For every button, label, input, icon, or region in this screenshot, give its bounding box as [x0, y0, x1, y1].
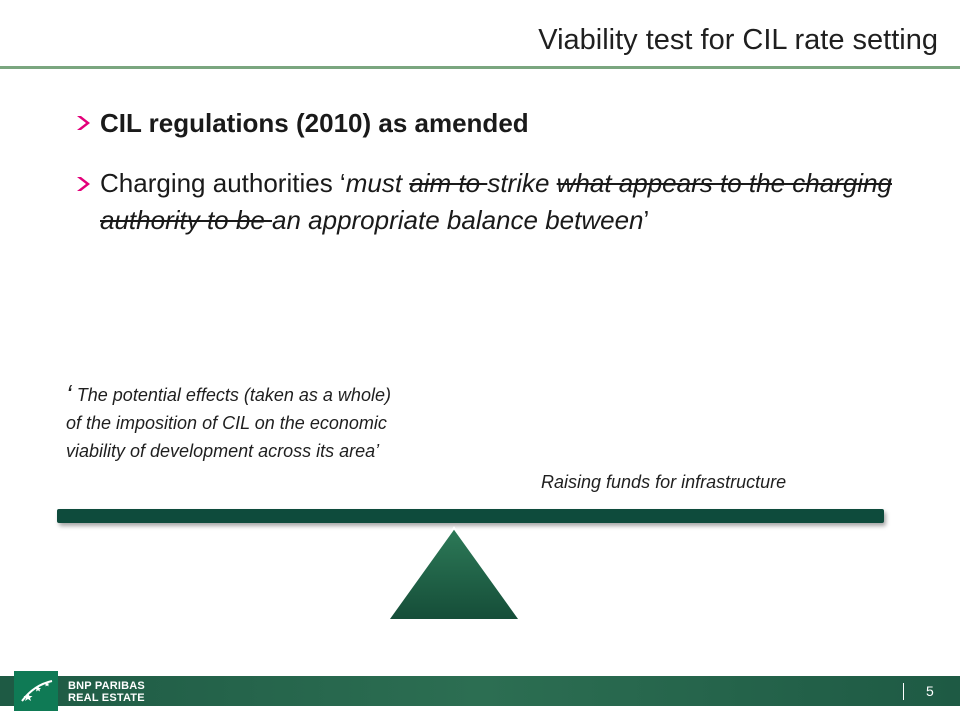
balance-left-text: The potential effects (taken as a whole) of the imposition of CIL on the economic viability of development across its area: [66, 385, 391, 461]
footer-separator: [903, 683, 904, 700]
text-charging-authorities: Charging authorities ‘: [100, 168, 346, 198]
balance-left-label: [66, 380, 406, 465]
text-strike: strike: [487, 168, 557, 198]
title-divider: [0, 66, 960, 69]
text-must: must: [345, 168, 410, 198]
bnp-paribas-logo: [14, 671, 58, 711]
bullet-text-charging-authorities: [100, 165, 914, 239]
page-number: 5: [926, 683, 934, 699]
chevron-right-icon: [74, 113, 94, 133]
balance-beam: [57, 509, 884, 523]
text-closing-quote: ’: [643, 205, 650, 235]
bullet-item-regulations: [74, 104, 914, 142]
brand-line-2: REAL ESTATE: [68, 692, 145, 704]
brand-name: [68, 680, 145, 704]
bullet-item-charging-authorities: [74, 165, 914, 239]
text-appropriate-balance: an appropriate balance between: [272, 205, 644, 235]
close-quote: ’: [375, 441, 380, 461]
struck-text-what-appears: what appears to the charging authority to be: [100, 168, 892, 235]
balance-right-label: Raising funds for infrastructure: [541, 472, 787, 492]
brand-line-1: BNP PARIBAS: [68, 680, 145, 692]
fulcrum-triangle: [384, 524, 524, 624]
stars-logo-icon: [14, 671, 58, 711]
bullet-text-regulations: CIL regulations (2010) as amended: [100, 108, 529, 138]
struck-text-aim-to: aim to: [409, 168, 488, 198]
chevron-right-icon: [74, 174, 94, 194]
slide-title: Viability test for CIL rate setting: [538, 24, 938, 56]
open-quote: ‘: [66, 379, 72, 409]
